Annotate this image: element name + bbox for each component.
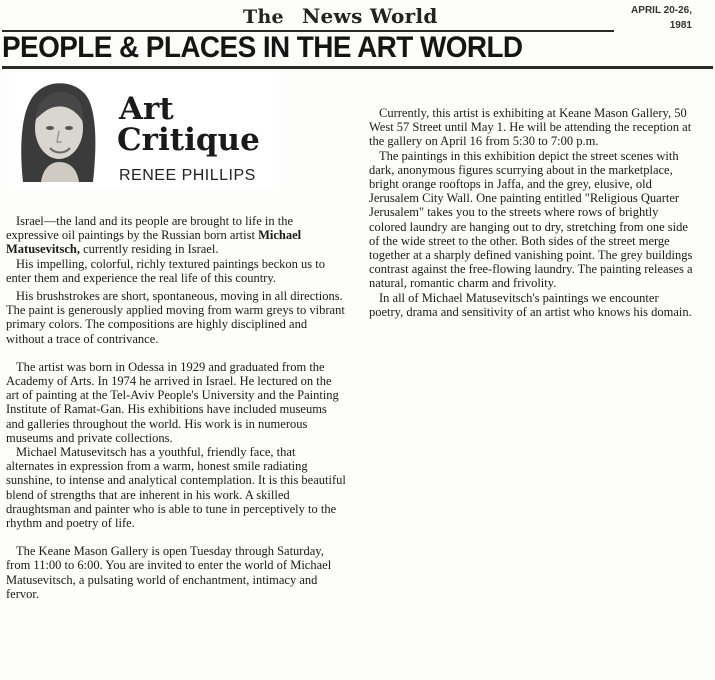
section-headline: PEOPLE & PLACES IN THE ART WORLD <box>2 31 523 64</box>
article-right-column <box>369 106 695 319</box>
article-left-column <box>6 214 346 601</box>
headline-bottom-rule <box>2 66 713 69</box>
date-line-1: APRIL 20-26, <box>631 5 692 16</box>
column-byline <box>9 72 279 190</box>
left-paragraph-6: The Keane Mason Gallery is open Tuesday through Saturday, from 11:00 to 6:00. You are invited to enter the world of Michael Matusevitsch, a pulsating world of enchantment, intimacy and fervor. <box>6 544 332 601</box>
left-paragraph-5: Michael Matusevitsch has a youthful, friendly face, that alternates in expression from a warm, honest smile radiating sunshine, to intense and analytical contemplation. It is this beautiful blend of strengths that are inherent in his work. A skilled draughtsman and painter who is able to tune in perceptively to the rhythm and poetry of life. <box>6 445 346 531</box>
left-paragraph-1 <box>6 214 346 257</box>
column-title-line-2: Critique <box>117 122 260 158</box>
left-paragraph-4: The artist was born in Odessa in 1929 and graduated from the Academy of Arts. In 1974 he arrived in Israel. He lectured on the art of painting at the Tel-Aviv People's University and the Painting Institute of Ramat-Gan. His exhibitions have included museums and galleries throughout the world. His work is in numerous museums and private collections. <box>6 359 339 445</box>
left-paragraph-3: His brushstrokes are short, spontaneous, moving in all directions. The paint is generously applied moving from warm greys to vibrant primary colors. The compositions are highly disciplined and without a trace of contrivance. <box>6 289 345 346</box>
author-name: RENEE PHILLIPS <box>119 167 256 184</box>
right-paragraph-3: In all of Michael Matusevitsch's paintings we encounter poetry, drama and sensitivity of an artist who knows his domain. <box>369 290 692 319</box>
column-title-line-1: Art <box>119 91 174 127</box>
artist-name: Michael Matusevitsch, <box>6 228 302 257</box>
masthead-name: News World <box>301 4 438 28</box>
right-paragraph-2: The paintings in this exhibition depict the street scenes with dark, anonymous figures scurrying about in the marketplace, bright orange rooftops in Jaffa, and the grey, elusive, old Jerusalem City Wall. One painting entitled "Religious Quarter Jerusalem" takes you to the streets where rows of brightly colored laundry are hanging out to dry, stretching from one side of the wide street to the other. Both sides of the street merge together at a sharply defined vanishing point. The grey buildings contrast against the free-flowing laundry. The painting releases a natural, romantic charm and frivolity. <box>369 148 693 291</box>
author-portrait-image <box>13 76 101 182</box>
left-paragraph-2: His impelling, colorful, richly textured paintings beckon us to enter them and experience the real life of this country. <box>6 256 325 285</box>
right-paragraph-1: Currently, this artist is exhibiting at Keane Mason Gallery, 50 West 57 Street until May 1. He will be attending the reception at the gallery on April 16 from 5:30 to 7:00 p.m. <box>369 106 692 149</box>
author-portrait <box>13 76 101 182</box>
left-paragraph-1-intro: Israel—the land and its people are brought to life in the expressive oil paintings by the Russian born artist <box>6 214 293 243</box>
left-paragraph-1-end: currently residing in Israel. <box>79 242 219 257</box>
newspaper-masthead <box>243 4 438 28</box>
date-line-2: 1981 <box>669 20 692 31</box>
masthead-the: The <box>243 6 284 28</box>
publication-date <box>626 3 692 33</box>
column-title <box>117 91 260 158</box>
